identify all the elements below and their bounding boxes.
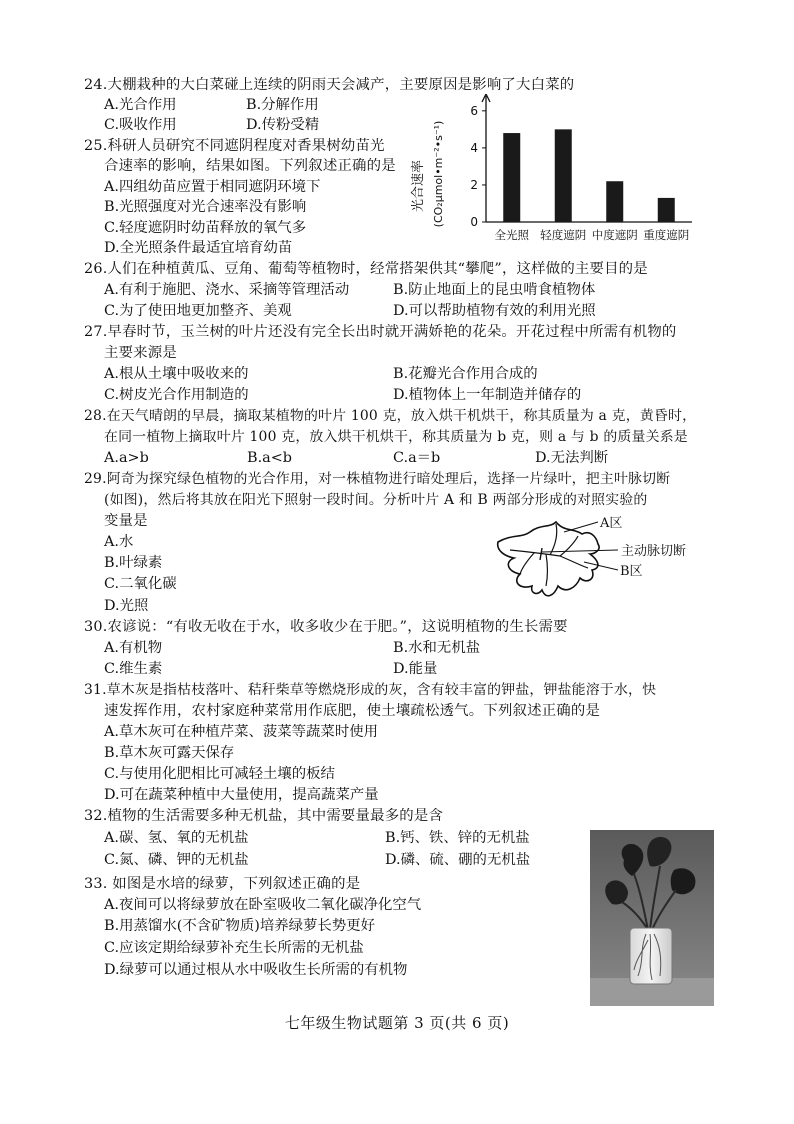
q24-stem: 24.大棚栽种的大白菜碰上连续的阴雨天会减产，主要原因是影响了大白菜的 xyxy=(84,77,575,93)
chart-bar xyxy=(503,133,520,222)
q31-stem-line1: 31.草木灰是指枯枝落叶、秸秆柴草等燃烧形成的灰，含有较丰富的钾盐，钾盐能溶于水，快 xyxy=(84,682,657,698)
q28-option-a: A.a>b xyxy=(104,450,149,466)
q28-option-b: B.a<b xyxy=(247,450,292,466)
q29-option-c: C.二氧化碳 xyxy=(104,576,177,592)
q32-stem: 32.植物的生活需要多种无机盐，其中需要量最多的是含 xyxy=(84,808,444,824)
q26-option-b: B.防止地面上的昆虫啃食植物体 xyxy=(393,282,596,298)
q30-option-a: A.有机物 xyxy=(104,640,163,656)
q32-option-d: D.磷、硫、硼的无机盐 xyxy=(385,852,531,868)
q32-option-a: A.碳、氢、氧的无机盐 xyxy=(104,830,249,846)
pointer-cut xyxy=(542,550,618,552)
q30-option-b: B.水和无机盐 xyxy=(393,640,481,656)
q33-stem: 33. 如图是水培的绿萝，下列叙述正确的是 xyxy=(84,876,361,892)
chart-y-axis-label: 光合速率 xyxy=(411,159,426,213)
chart-bar xyxy=(658,198,675,222)
q28-stem-line2: 在同一植物上摘取叶片 100 克，放入烘干机烘干，称其质量为 b 克，则 a 与 b 的质量关系是 xyxy=(104,429,688,445)
photosynthesis-bar-chart xyxy=(406,94,706,246)
chart-x-label: 重度遮阴 xyxy=(643,228,690,242)
q31-option-b: B.草木灰可露天保存 xyxy=(104,745,235,761)
q31-option-a: A.草木灰可在种植芹菜、菠菜等蔬菜时使用 xyxy=(104,724,378,740)
chart-x-label: 中度遮阴 xyxy=(591,228,638,242)
q29-stem-line3: 变量是 xyxy=(104,513,148,529)
q27-option-a: A.根从土壤中吸收来的 xyxy=(104,366,249,382)
q29-stem-line1: 29.阿奇为探究绿色植物的光合作用，对一株植物进行暗处理后，选择一片绿叶，把主叶脉切断 xyxy=(84,471,671,487)
q27-stem-line1: 27.早春时节，玉兰树的叶片还没有完全长出时就开满娇艳的花朵。开花过程中所需有机物的 xyxy=(84,324,677,340)
q31-option-d: D.可在蔬菜种植中大量使用，提高蔬菜产量 xyxy=(104,787,379,803)
chart-y-tick-label: 6 xyxy=(470,103,478,118)
q29-option-a: A.水 xyxy=(104,534,134,550)
q33-option-b: B.用蒸馏水(不含矿物质)培养绿萝长势更好 xyxy=(104,918,376,934)
chart-y-tick-label: 4 xyxy=(470,140,478,155)
q27-stem-line2: 主要来源是 xyxy=(104,345,177,361)
q30-stem: 30.农谚说：“有收无收在于水，收多收少在于肥。”，这说明植物的生长需要 xyxy=(84,619,568,635)
chart-y-tick-label: 0 xyxy=(470,215,478,229)
q33-option-d: D.绿萝可以通过根从水中吸收生长所需的有机物 xyxy=(104,962,408,978)
leaf-midrib xyxy=(510,524,588,586)
q32-option-c: C.氮、磷、钾的无机盐 xyxy=(104,852,249,868)
q29-option-d: D.光照 xyxy=(104,598,149,614)
q25-option-c: C.轻度遮阴时幼苗释放的氧气多 xyxy=(104,220,307,236)
q24-option-a: A.光合作用 xyxy=(104,97,177,113)
q30-option-c: C.维生素 xyxy=(104,661,163,677)
q31-option-c: C.与使用化肥相比可减轻土壤的板结 xyxy=(104,766,335,782)
q28-stem-line1: 28.在天气晴朗的早晨，摘取某植物的叶片 100 克，放入烘干机烘干，称其质量为 a 克，黄昏时， xyxy=(84,408,697,424)
chart-bar xyxy=(606,181,623,222)
q26-option-a: A.有利于施肥、浇水、采摘等管理活动 xyxy=(104,282,350,298)
chart-bar xyxy=(555,129,572,222)
q33-option-c: C.应该定期给绿萝补充生长所需的无机盐 xyxy=(104,940,364,956)
leaf-label-a: A区 xyxy=(600,516,623,531)
pointer-b xyxy=(584,562,618,570)
chart-y-tick-label: 2 xyxy=(470,177,478,192)
chart-y-ticks xyxy=(470,104,486,229)
q29-option-b: B.叶绿素 xyxy=(104,555,163,571)
q33-option-a: A.夜间可以将绿萝放在卧室吸收二氧化碳净化空气 xyxy=(104,897,422,913)
q29-stem-line2: (如图)，然后将其放在阳光下照射一段时间。分析叶片 A 和 B 两部分形成的对照实验的 xyxy=(104,492,648,508)
leaf-diagram xyxy=(490,510,730,602)
q32-option-b: B.钙、铁、锌的无机盐 xyxy=(385,830,530,846)
q27-option-d: D.植物体上一年制造并储存的 xyxy=(393,387,582,403)
page-footer: 七年级生物试题第 3 页(共 6 页) xyxy=(284,1014,510,1032)
q24-option-c: C.吸收作用 xyxy=(104,117,177,133)
chart-y-axis-unit: (CO₂μmol•m⁻²•s⁻¹) xyxy=(432,120,445,228)
q26-option-d: D.可以帮助植物有效的利用光照 xyxy=(393,303,596,319)
chart-x-labels xyxy=(495,228,690,242)
q25-stem-line1: 25.科研人员研究不同遮阴程度对香果树幼苗光 xyxy=(84,138,385,154)
q26-option-c: C.为了使田地更加整齐、美观 xyxy=(104,303,292,319)
q24-option-b: B.分解作用 xyxy=(246,97,319,113)
q28-option-c: C.a＝b xyxy=(393,450,441,466)
q25-option-d: D.全光照条件最适宜培育幼苗 xyxy=(104,240,293,256)
cut-mark xyxy=(540,548,542,560)
q25-stem-line2: 合速率的影响，结果如图。下列叙述正确的是 xyxy=(104,158,396,174)
q24-option-d: D.传粉受精 xyxy=(246,117,320,133)
q27-option-c: C.树皮光合作用制造的 xyxy=(104,387,249,403)
q28-option-d: D.无法判断 xyxy=(535,450,609,466)
chart-bars xyxy=(503,129,675,222)
chart-x-label: 全光照 xyxy=(494,228,529,242)
q31-stem-line2: 速发挥作用，农村家庭种菜常用作底肥，使土壤疏松透气。下列叙述正确的是 xyxy=(104,703,601,719)
q25-option-b: B.光照强度对光合速率没有影响 xyxy=(104,199,307,215)
leaf-outline xyxy=(498,522,599,596)
q27-option-b: B.花瓣光合作用合成的 xyxy=(393,366,538,382)
q26-stem: 26.人们在种植黄瓜、豆角、葡萄等植物时，经常搭架供其“攀爬”，这样做的主要目的是 xyxy=(84,261,648,277)
leaf-label-cut: 主动脉切断 xyxy=(621,544,687,559)
q25-option-a: A.四组幼苗应置于相同遮阴环境下 xyxy=(104,179,321,195)
chart-x-label: 轻度遮阴 xyxy=(540,228,587,242)
q30-option-d: D.能量 xyxy=(393,661,438,677)
pothos-photo xyxy=(590,830,714,1006)
pointer-a xyxy=(564,522,598,532)
leaf-label-b: B区 xyxy=(620,564,643,579)
